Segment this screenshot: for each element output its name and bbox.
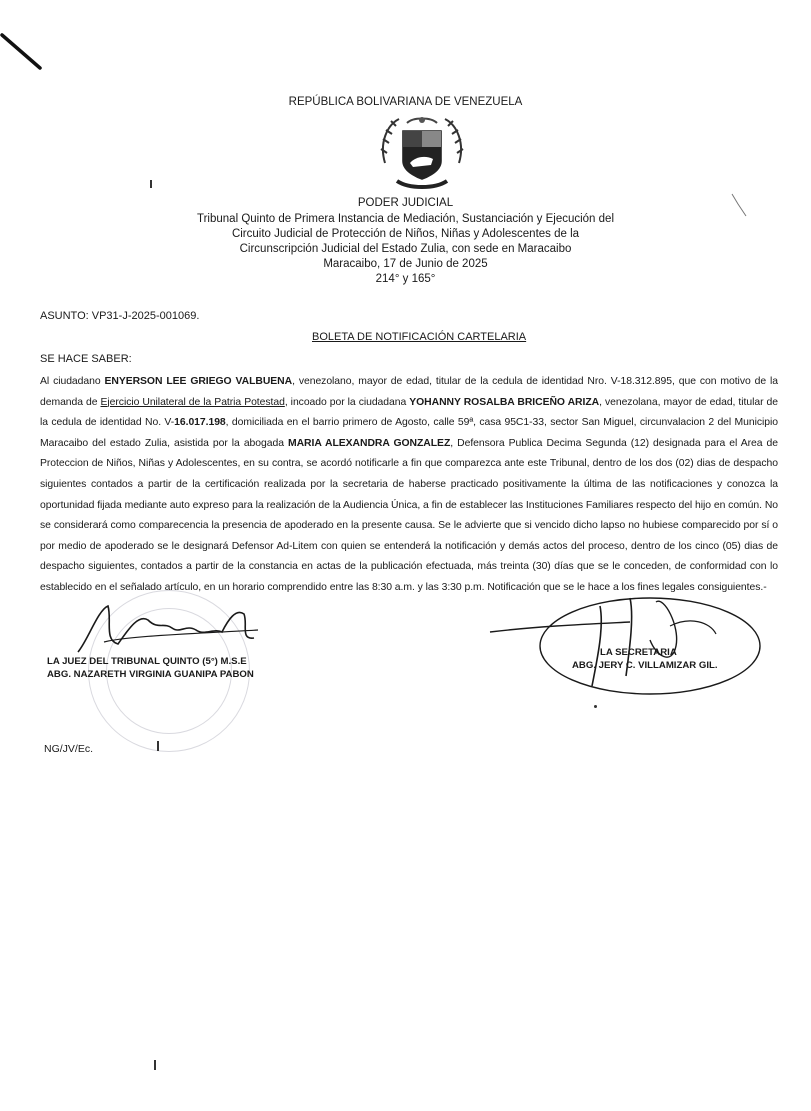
defendant-name: ENYERSON LEE GRIEGO VALBUENA: [104, 376, 293, 387]
plaintiff-id: 16.017.198: [174, 417, 226, 429]
lawyer-name: MARIA ALEXANDRA GONZALEZ: [287, 437, 451, 449]
scan-mark-dot: [150, 180, 152, 188]
document-date: Maracaibo, 17 de Junio de 2025: [323, 258, 488, 270]
scan-dot: [594, 705, 597, 708]
judge-signature: [68, 600, 278, 660]
court-line-1: Tribunal Quinto de Primera Instancia de Mediación, Sustanciación y Ejecución del: [197, 213, 614, 225]
historical-years: 214° y 165°: [375, 273, 436, 285]
document-title: BOLETA DE NOTIFICACIÓN CARTELARIA: [312, 331, 527, 343]
notice-body: [40, 372, 778, 599]
court-line-3: Circunscripción Judicial del Estado Zulia, con sede en Maracaibo: [239, 243, 572, 255]
body-text-5: , domiciliada en el barrio primero de Agosto, calle 59ª, casa 95C1-33, sector San Miguel, circunvalacion 2 del Municipio Maracaibo del estado Zulia, asistida por la abogada: [40, 417, 778, 449]
body-text-2: , venezolano, mayor de edad, titular de la cedula de identidad Nro. V-18.312.895, que con motivo de la demanda de: [40, 376, 778, 408]
notice-heading: SE HACE SABER:: [40, 353, 132, 365]
scan-mark: [0, 30, 50, 75]
case-type: Ejercicio Unilateral de la Patria Potestad: [100, 396, 285, 408]
body-text-6: , Defensora Publica Decima Segunda (12) designada para el Area de Proteccion de Niños, Niñas y Adolescentes, en su contra, se acordó notificarle a fin que comparezca ante este Tribunal, dentro de los dos (02) dias de despacho siguientes contados a partir de la certificación realizada por la secretaria de haberse practicado positivamente la última de las notificaciones y conozca la oportunidad fijada mediante auto expreso para la realización de la Audiencia Única, a fin de establecer las Instituciones Familiares respecto del hijo en común. No se considerará como comparecencia la presencia de apoderado en la presente causa. Se le advierte que si vencido dicho lapso no hubiese comparecido por sí o por medio de apoderado se le designará Defensor Ad-Litem con quien se entenderá la notificación y demás actos del proceso, dentro de los cinco (05) dias de despacho siguientes, contados a partir de la constancia en actas de la publicación efectuada, más treinta (30) días que se le conceden, de conformidad con lo establecido en el señalado artículo, en un horario comprendido entre las 8:30 a.m. y las 3:30 p.m. Notificación que se le hace a los fines legales consiguientes.-: [40, 437, 778, 593]
plaintiff-name: YOHANNY ROSALBA BRICEÑO ARIZA: [409, 396, 600, 408]
initials: NG/JV/Ec.: [44, 743, 94, 755]
court-line-2: Circuito Judicial de Protección de Niños, Niñas y Adolescentes de la: [231, 228, 580, 240]
scan-mark-dot-2: [157, 741, 159, 751]
secretary-name: ABG. JERY C. VILLAMIZAR GIL.: [572, 660, 718, 671]
judge-title: LA JUEZ DEL TRIBUNAL QUINTO (5°) M.S.E: [47, 656, 247, 667]
case-number: ASUNTO: VP31-J-2025-001069.: [40, 310, 200, 322]
body-text-3: , incoado por la ciudadana: [284, 396, 410, 408]
scan-mark-dot-3: [154, 1060, 156, 1070]
secretary-title: LA SECRETARIA: [600, 647, 677, 658]
branch-heading: PODER JUDICIAL: [357, 197, 454, 209]
coat-of-arms-icon: [377, 113, 467, 195]
body-text-4: , venezolana, mayor de edad, titular de la cedula de identidad No. V-: [40, 396, 778, 429]
scan-mark-fleck: [728, 190, 752, 220]
republic-heading: REPÚBLICA BOLIVARIANA DE VENEZUELA: [288, 96, 523, 108]
body-text-1: Al ciudadano: [40, 376, 105, 387]
judge-name: ABG. NAZARETH VIRGINIA GUANIPA PABON: [47, 669, 254, 680]
